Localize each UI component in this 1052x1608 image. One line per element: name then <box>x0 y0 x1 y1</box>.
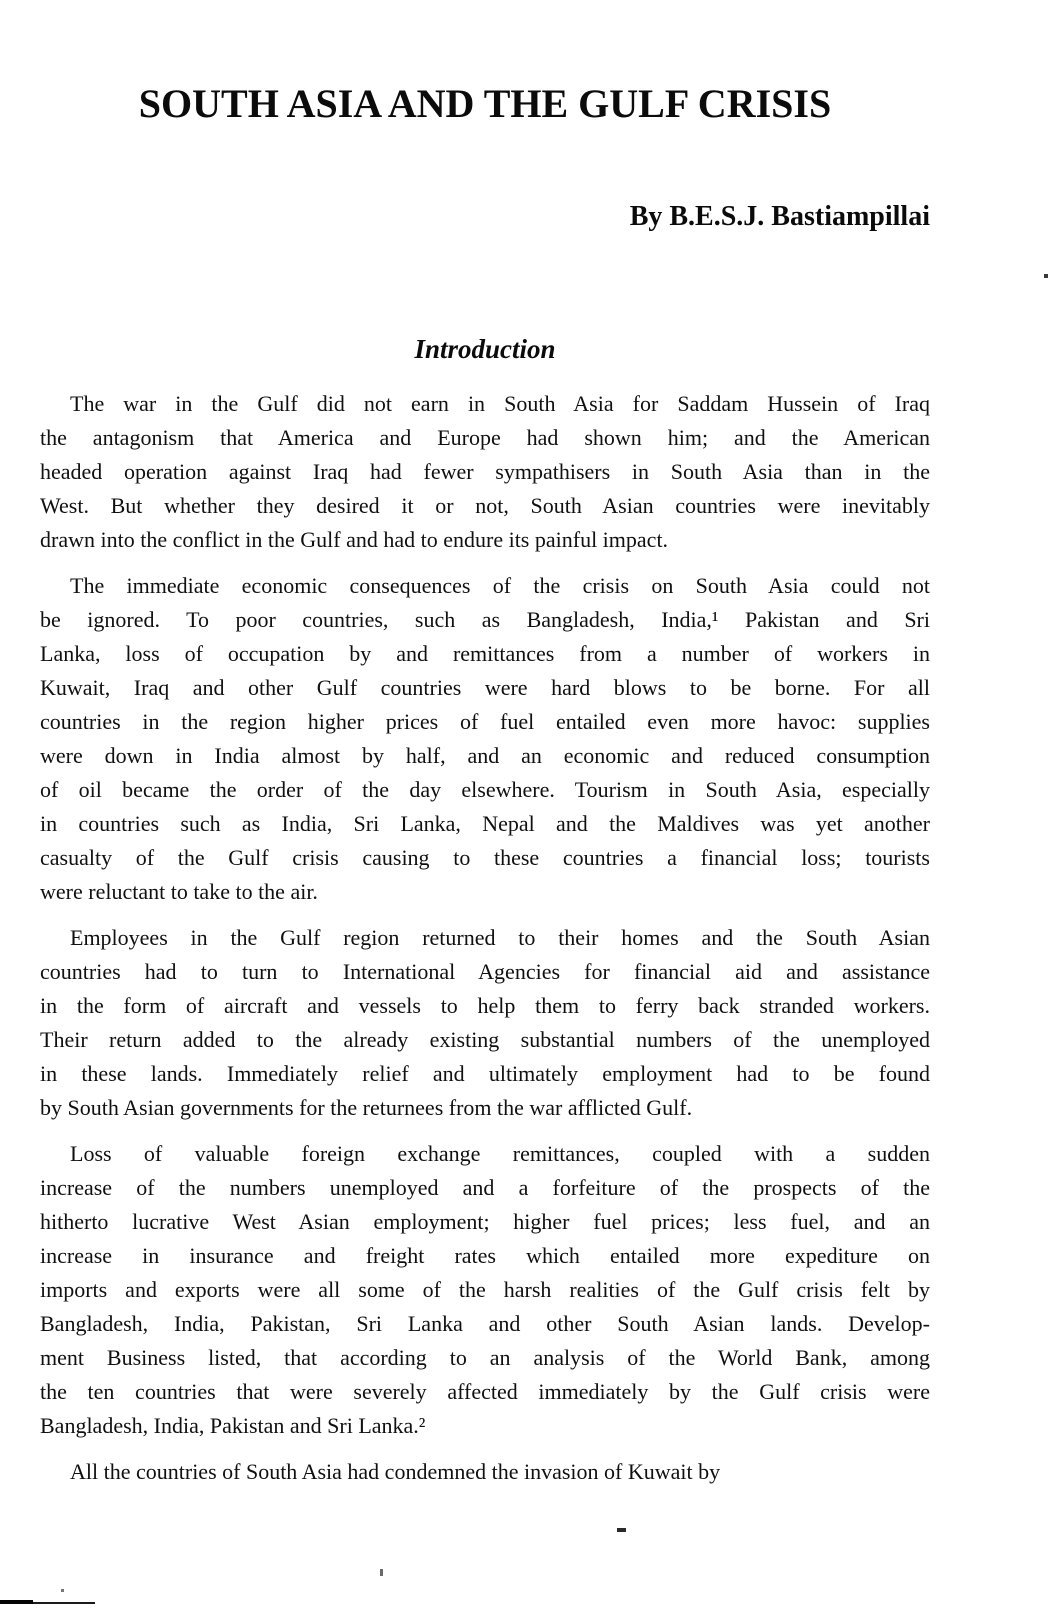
text-line: the antagonism that America and Europe had shown him; and the American <box>40 425 930 450</box>
text-line: Lanka, loss of occupation by and remittances from a number of workers in <box>40 641 930 666</box>
scan-speck <box>61 1589 64 1592</box>
text-line: drawn into the conflict in the Gulf and had to endure its painful impact. <box>40 527 669 552</box>
text-line: casualty of the Gulf crisis causing to these countries a financial loss; tourists <box>40 845 930 870</box>
scan-corner-mark <box>0 1600 33 1604</box>
text-line: be ignored. To poor countries, such as Bangladesh, India,¹ Pakistan and Sri <box>40 607 930 632</box>
text-line: increase of the numbers unemployed and a forfeiture of the prospects of the <box>40 1175 930 1200</box>
paragraph <box>40 569 930 909</box>
text-line: All the countries of South Asia had condemned the invasion of Kuwait by <box>70 1459 721 1484</box>
text-line: The immediate economic consequences of the crisis on South Asia could not <box>70 573 930 598</box>
text-line: of oil became the order of the day elsewhere. Tourism in South Asia, especially <box>40 777 930 802</box>
text-line: headed operation against Iraq had fewer sympathisers in South Asia than in the <box>40 459 930 484</box>
text-line: countries in the region higher prices of fuel entailed even more havoc: supplies <box>40 709 930 734</box>
text-line: ment Business listed, that according to an analysis of the World Bank, among <box>40 1345 930 1370</box>
paragraph <box>40 1137 930 1443</box>
byline: By B.E.S.J. Bastiampillai <box>629 201 930 232</box>
article-body <box>40 387 930 1501</box>
text-line: in the form of aircraft and vessels to help them to ferry back stranded workers. <box>40 993 930 1018</box>
text-line: increase in insurance and freight rates which entailed more expediture on <box>40 1243 930 1268</box>
text-line: Their return added to the already existing substantial numbers of the unemployed <box>40 1027 930 1052</box>
text-line: Kuwait, Iraq and other Gulf countries were hard blows to be borne. For all <box>40 675 930 700</box>
text-line: Loss of valuable foreign exchange remittances, coupled with a sudden <box>70 1141 930 1166</box>
text-line: imports and exports were all some of the harsh realities of the Gulf crisis felt by <box>40 1277 930 1302</box>
scan-corner-mark <box>33 1602 95 1604</box>
section-heading: Introduction <box>414 334 556 364</box>
text-line: countries had to turn to International Agencies for financial aid and assistance <box>40 959 930 984</box>
text-line: were down in India almost by half, and an economic and reduced consumption <box>40 743 930 768</box>
text-line: Bangladesh, India, Pakistan and Sri Lanka.² <box>40 1413 426 1438</box>
paragraph <box>40 921 930 1125</box>
page-title: SOUTH ASIA AND THE GULF CRISIS <box>138 81 832 126</box>
text-line: The war in the Gulf did not earn in South Asia for Saddam Hussein of Iraq <box>70 391 930 416</box>
paragraph <box>40 387 930 557</box>
text-line: hitherto lucrative West Asian employment; higher fuel prices; less fuel, and an <box>40 1209 930 1234</box>
paragraph <box>40 1455 930 1489</box>
text-line: Employees in the Gulf region returned to their homes and the South Asian <box>70 925 930 950</box>
text-line: the ten countries that were severely affected immediately by the Gulf crisis were <box>40 1379 930 1404</box>
text-line: West. But whether they desired it or not, South Asian countries were inevitably <box>40 493 930 518</box>
scan-dash <box>617 1528 626 1532</box>
text-line: by South Asian governments for the returnees from the war afflicted Gulf. <box>40 1095 693 1120</box>
text-line: Bangladesh, India, Pakistan, Sri Lanka and other South Asian lands. Develop- <box>40 1311 930 1336</box>
scan-speck <box>380 1569 383 1576</box>
text-line: were reluctant to take to the air. <box>40 879 318 904</box>
text-line: in countries such as India, Sri Lanka, Nepal and the Maldives was yet another <box>40 811 930 836</box>
text-line: in these lands. Immediately relief and ultimately employment had to be found <box>40 1061 930 1086</box>
scan-speck <box>1044 274 1048 278</box>
